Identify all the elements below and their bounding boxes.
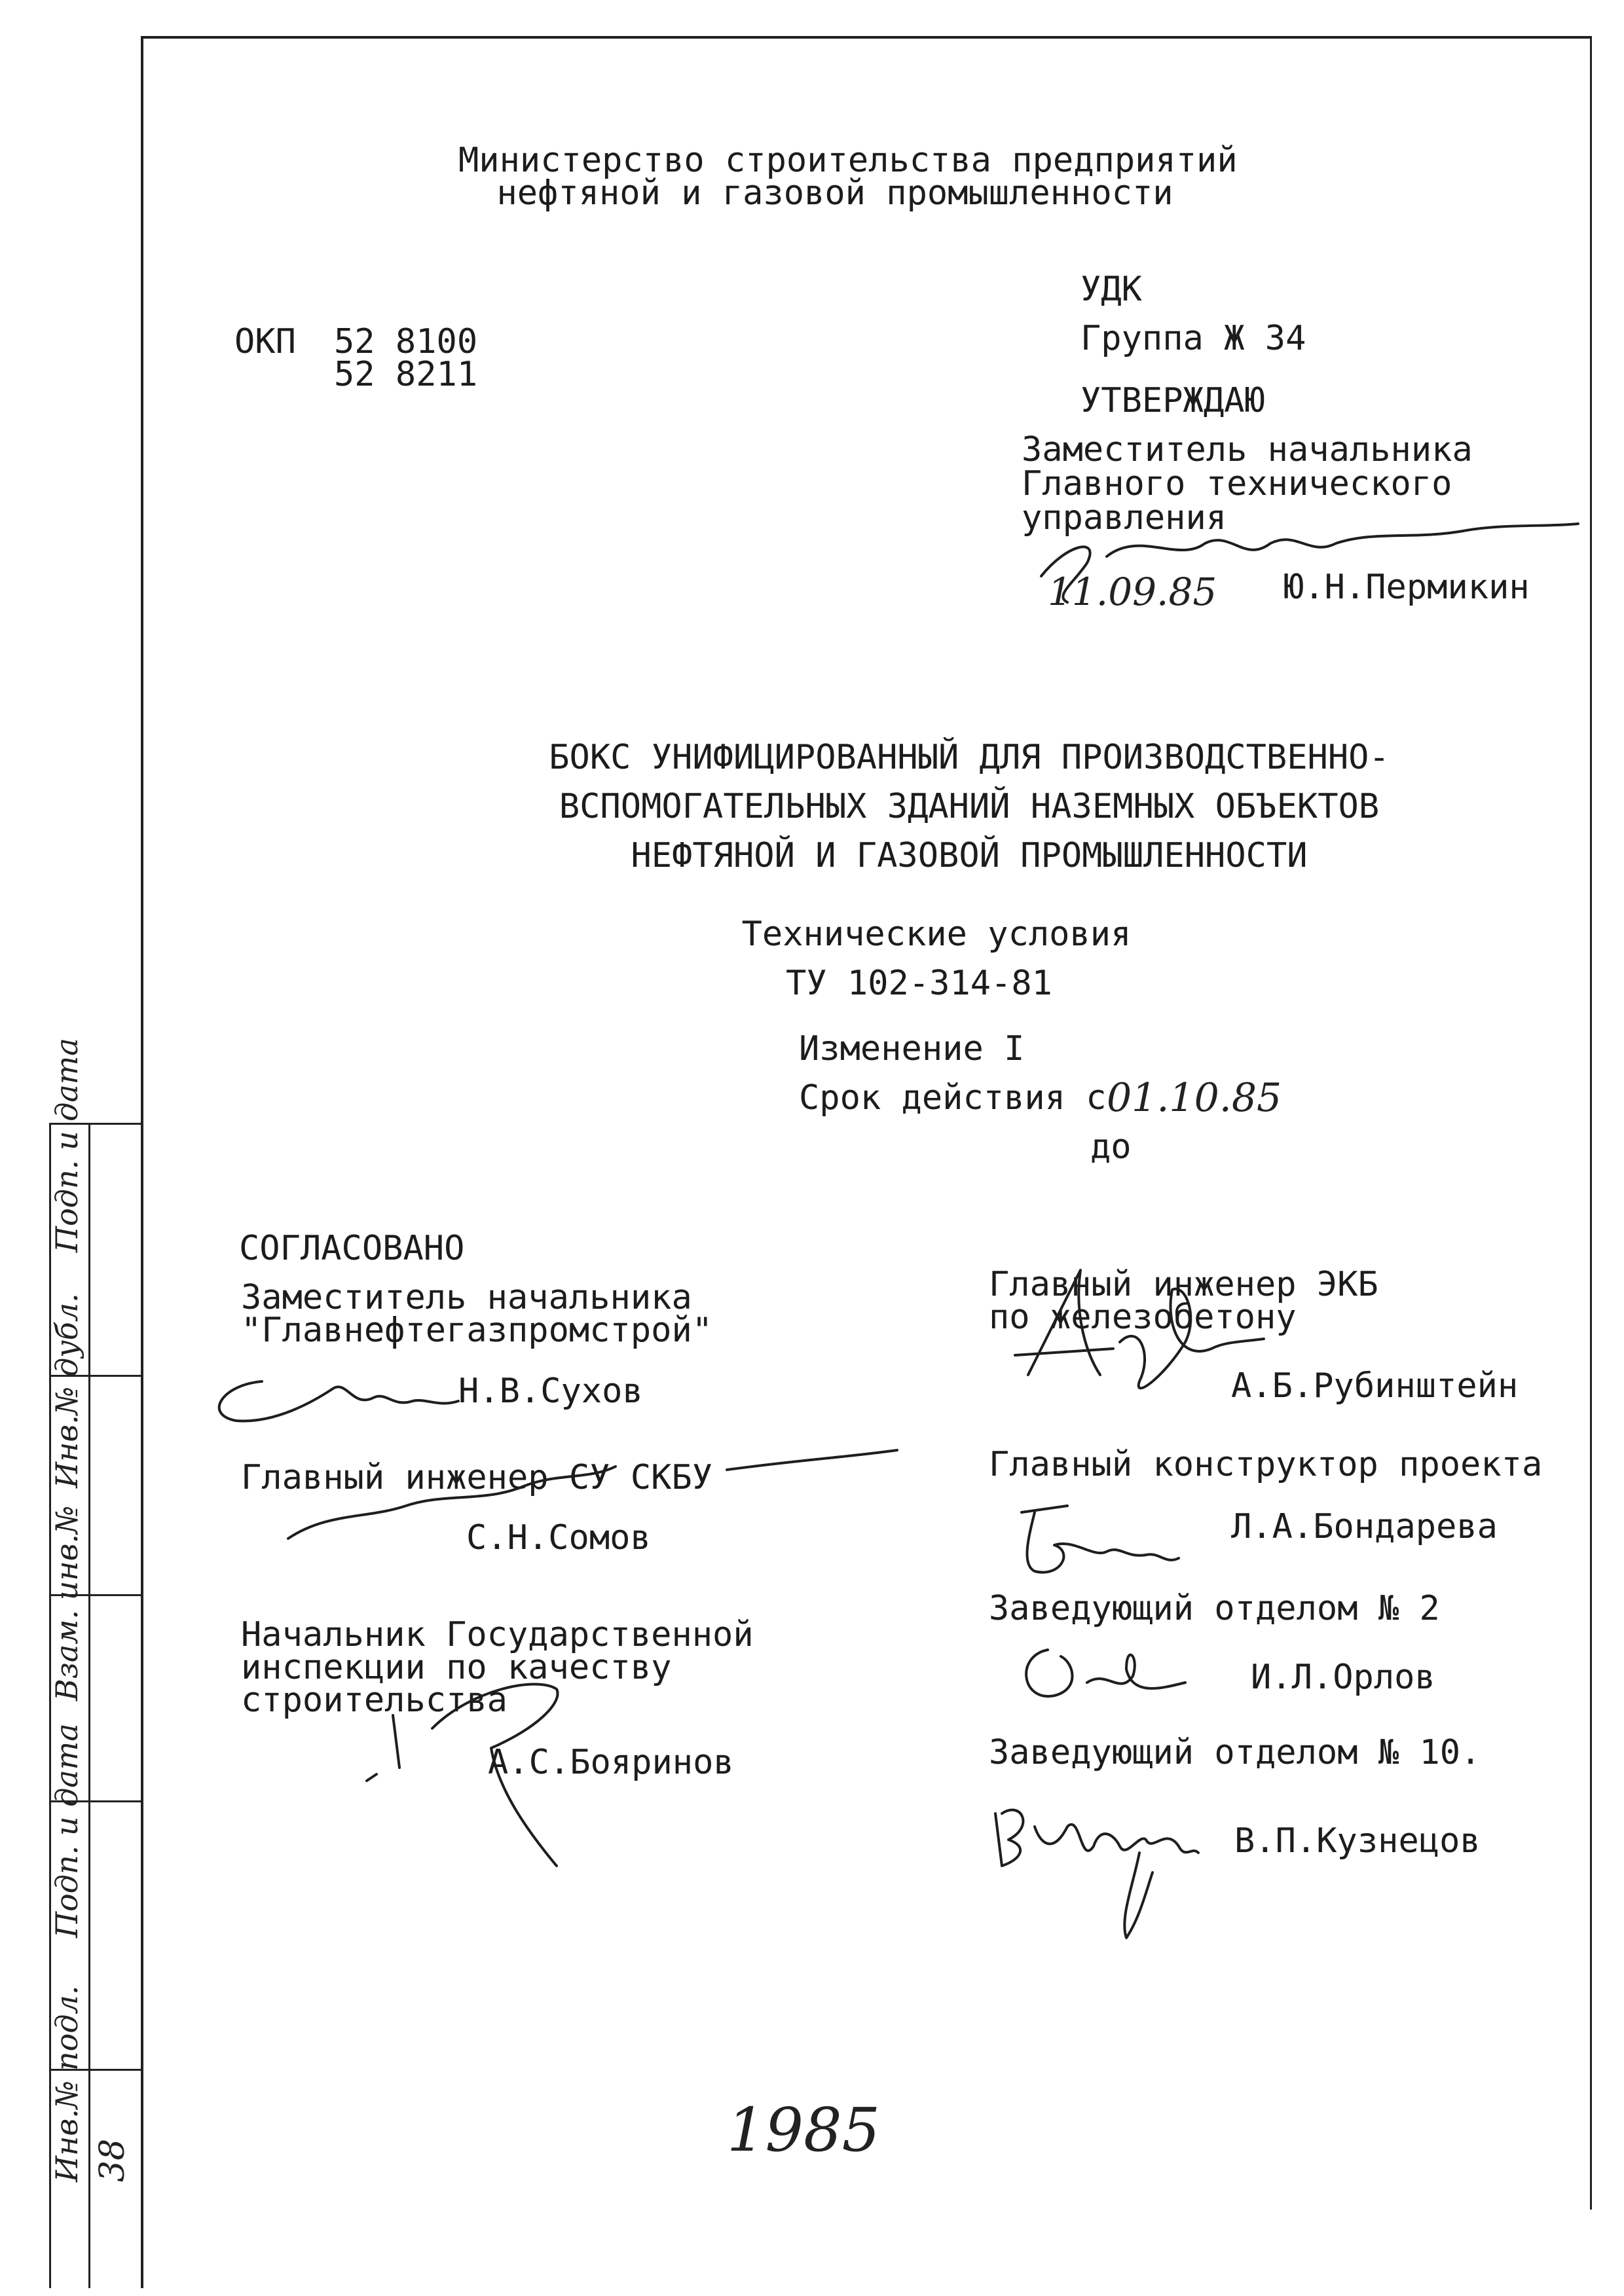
agreed-title: СОГЛАСОВАНО — [239, 1229, 465, 1268]
stamp-inv-number: 38 — [93, 2138, 132, 2182]
document-subtitle: Технические условия — [741, 915, 1132, 954]
agreed-right-2-name: И.Л.Орлов — [1251, 1658, 1435, 1697]
ministry-line-1: Министерство строительства предприятий — [458, 141, 1238, 180]
approval-position-line-1: Заместитель начальника — [1022, 430, 1473, 469]
signature-sukhov — [196, 1362, 471, 1434]
agreed-right-3-name: В.П.Кузнецов — [1234, 1821, 1481, 1861]
stamp-label-inv-dubl: Инв.№ дубл. — [49, 1292, 84, 1488]
approval-name: Ю.Н.Пермикин — [1283, 568, 1530, 607]
validity-to-label: до — [1090, 1127, 1132, 1167]
agreed-right-1-position-1: Главный конструктор проекта — [989, 1445, 1543, 1484]
agreed-left-2-name: А.С.Бояринов — [488, 1743, 734, 1782]
document-year: 1985 — [727, 2095, 881, 2165]
agreed-left-0-position-1: Заместитель начальника — [241, 1278, 692, 1317]
validity-label: Срок действия с — [799, 1078, 1107, 1118]
document-title-line-3: НЕФТЯНОЙ И ГАЗОВОЙ ПРОМЫШЛЕННОСТИ — [631, 836, 1308, 875]
udk-label: УДК — [1080, 270, 1142, 309]
okp-code-1: 52 8100 — [334, 322, 478, 361]
signature-orlov — [1002, 1630, 1211, 1715]
agreed-left-2-position-1: Начальник Государственной — [241, 1615, 754, 1654]
frame-right-border — [1590, 36, 1592, 2210]
document-designation: ТУ 102-314-81 — [786, 964, 1052, 1003]
stamp-label-podp-data-2: Подп. и дата — [49, 1723, 84, 1938]
agreed-right-3-position-1: Заведующий отделом № 10. — [989, 1733, 1481, 1772]
stamp-label-inv-podl: Инв.№ подл. — [49, 1985, 84, 2182]
ministry-line-2: нефтяной и газовой промышленности — [496, 173, 1173, 213]
document-change: Изменение I — [799, 1029, 1025, 1068]
stamp-cell-inv-podl — [49, 1985, 141, 2288]
agreed-left-2-position-3: строительства — [241, 1681, 507, 1720]
agreed-right-0-position-1: Главный инженер ЭКБ — [989, 1265, 1378, 1304]
agreed-left-1-position-1: Главный инженер СУ СКБУ — [241, 1458, 713, 1497]
agreed-left-2-position-2: инспекции по качеству — [241, 1648, 672, 1687]
group-label: Группа Ж 34 — [1080, 319, 1306, 358]
agreed-right-0-position-2: по железобетону — [989, 1298, 1297, 1337]
approval-title: УТВЕРЖДАЮ — [1080, 381, 1265, 420]
agreed-right-0-name: А.Б.Рубинштейн — [1231, 1366, 1519, 1406]
document-title-line-2: ВСПОМОГАТЕЛЬНЫХ ЗДАНИЙ НАЗЕМНЫХ ОБЪЕКТОВ — [559, 787, 1380, 826]
okp-label: ОКП — [234, 322, 296, 361]
agreed-left-0-name: Н.В.Сухов — [458, 1372, 643, 1411]
stamp-label-vzam-inv: Взам. инв.№ — [49, 1504, 84, 1701]
agreed-left-1-name: С.Н.Сомов — [466, 1518, 651, 1558]
okp-code-2: 52 8211 — [334, 355, 478, 394]
frame-top-border — [141, 36, 1591, 39]
approval-signature-date: 11.09.85 — [1048, 570, 1217, 614]
agreed-right-1-name: Л.А.Бондарева — [1231, 1507, 1498, 1546]
frame-left-border — [141, 36, 143, 2288]
agreed-right-2-position-1: Заведующий отделом № 2 — [989, 1589, 1440, 1628]
document-title-line-1: БОКС УНИФИЦИРОВАННЫЙ ДЛЯ ПРОИЗВОДСТВЕННО- — [549, 738, 1390, 777]
validity-from-date: 01.10.85 — [1107, 1075, 1282, 1121]
approval-position-line-2: Главного технического — [1022, 464, 1452, 503]
agreed-left-0-position-2: "Главнефтегазпромстрой" — [241, 1311, 713, 1350]
approval-position-line-3: управления — [1022, 498, 1227, 538]
signature-bondareva — [995, 1493, 1205, 1591]
stamp-label-podp-data: Подп. и дата — [49, 1037, 84, 1252]
signature-kuznetsov — [982, 1787, 1270, 1944]
